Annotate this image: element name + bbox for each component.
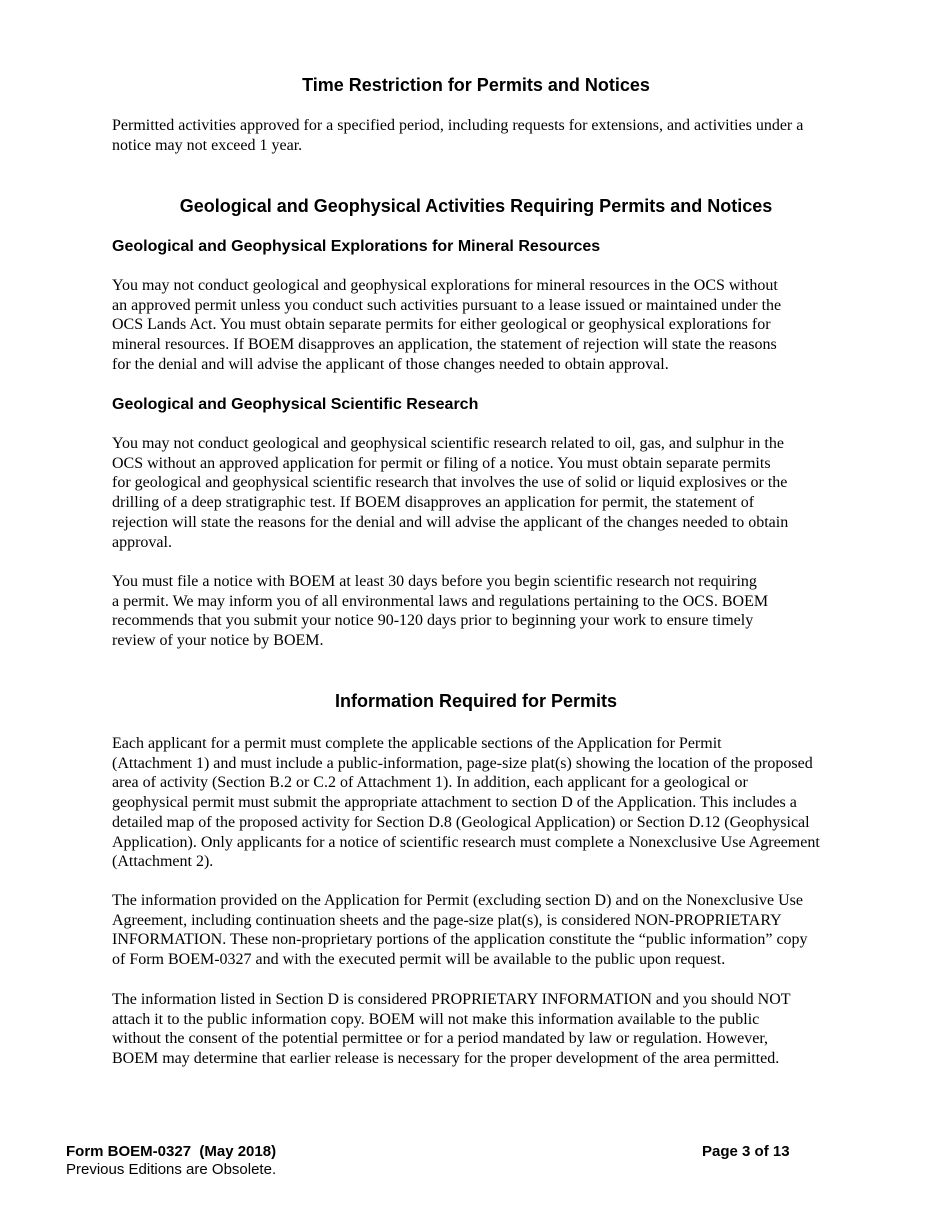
paragraph-line: geophysical permit must submit the appropriate attachment to section D of the Application. This includes a	[112, 794, 797, 812]
paragraph-line: detailed map of the proposed activity for Section D.8 (Geological Application) or Section D.12 (Geophysical	[112, 813, 810, 831]
paragraph-line: (Attachment 1) and must include a public-information, page-size plat(s) showing the location of the proposed	[112, 754, 813, 772]
footer-obsolete-note: Previous Editions are Obsolete.	[66, 1161, 277, 1178]
paragraph-line: You must file a notice with BOEM at least 30 days before you begin scientific research not requiring	[112, 573, 757, 590]
footer-form-id: Form BOEM-0327 (May 2018)	[66, 1143, 277, 1160]
paragraph-gg-explorations	[112, 276, 876, 375]
paragraph-line: OCS Lands Act. You must obtain separate permits for either geological or geophysical explorations for	[112, 316, 771, 334]
paragraph-line: OCS without an approved application for permit or filing of a notice. You must obtain separate permits	[112, 454, 771, 472]
heading-gg-activities: Geological and Geophysical Activities Requiring Permits and Notices	[179, 196, 773, 216]
paragraph-line: for the denial and will advise the applicant of those changes needed to obtain approval.	[112, 355, 669, 373]
paragraph-line: rejection will state the reasons for the denial and will advise the applicant of the changes needed to obtain	[112, 513, 789, 531]
paragraph-line: (Attachment 2).	[112, 853, 214, 871]
paragraph-time-restriction	[112, 116, 876, 155]
heading-info-required: Information Required for Permits	[334, 691, 618, 711]
footer-form-info	[66, 1143, 276, 1179]
paragraph-line: mineral resources. If BOEM disapproves an application, the statement of rejection will state the reasons	[112, 336, 777, 354]
paragraph-line: Application). Only applicants for a notice of scientific research must complete a Nonexclusive Use Agreement	[112, 833, 820, 851]
paragraph-gg-research-1	[112, 434, 876, 552]
paragraph-line: of Form BOEM-0327 and with the executed permit will be available to the public upon request.	[112, 951, 726, 969]
paragraph-line: review of your notice by BOEM.	[112, 632, 324, 650]
paragraph-line: The information provided on the Application for Permit (excluding section D) and on the Nonexclusive Use	[112, 892, 803, 909]
paragraph-line: You may not conduct geological and geophysical scientific research related to oil, gas, and sulphur in the	[112, 435, 784, 452]
paragraph-line: Agreement, including continuation sheets and the page-size plat(s), is considered NON-PROPRIETARY	[112, 911, 782, 929]
paragraph-line: The information listed in Section D is considered PROPRIETARY INFORMATION and you should NOT	[112, 991, 791, 1008]
paragraph-line: without the consent of the potential permittee or for a period mandated by law or regulation. However,	[112, 1030, 769, 1048]
paragraph-line: Permitted activities approved for a specified period, including requests for extensions, and activities under a	[112, 117, 804, 134]
subheading-gg-explorations: Geological and Geophysical Explorations for Mineral Resources	[112, 238, 601, 255]
paragraph-line: approval.	[112, 533, 172, 551]
paragraph-line: INFORMATION. These non-proprietary portions of the application constitute the “public information” copy	[112, 931, 808, 949]
paragraph-line: You may not conduct geological and geophysical explorations for mineral resources in the OCS without	[112, 277, 778, 294]
paragraph-line: area of activity (Section B.2 or C.2 of Attachment 1). In addition, each applicant for a geological or	[112, 774, 748, 792]
paragraph-line: Each applicant for a permit must complete the applicable sections of the Application for Permit	[112, 735, 722, 752]
subheading-gg-research: Geological and Geophysical Scientific Research	[112, 396, 479, 413]
paragraph-line: recommends that you submit your notice 90-120 days prior to beginning your work to ensure timely	[112, 612, 754, 630]
paragraph-line: drilling of a deep stratigraphic test. If BOEM disapproves an application for permit, the statement of	[112, 494, 755, 512]
paragraph-line: attach it to the public information copy. BOEM will not make this information available to the public	[112, 1010, 760, 1028]
paragraph-gg-research-2	[112, 572, 876, 651]
paragraph-info-required-2	[112, 891, 876, 970]
paragraph-info-required-3	[112, 990, 876, 1069]
paragraph-line: for geological and geophysical scientific research that involves the use of solid or liquid explosives or the	[112, 474, 788, 492]
paragraph-line: notice may not exceed 1 year.	[112, 136, 303, 154]
paragraph-info-required-1	[112, 734, 876, 872]
paragraph-line: BOEM may determine that earlier release is necessary for the proper development of the area permitted.	[112, 1050, 780, 1068]
footer-page-number: Page 3 of 13	[702, 1143, 790, 1160]
paragraph-line: a permit. We may inform you of all environmental laws and regulations pertaining to the OCS. BOEM	[112, 592, 769, 610]
heading-time-restriction: Time Restriction for Permits and Notices	[302, 75, 650, 95]
paragraph-line: an approved permit unless you conduct such activities pursuant to a lease issued or maintained under the	[112, 296, 782, 314]
